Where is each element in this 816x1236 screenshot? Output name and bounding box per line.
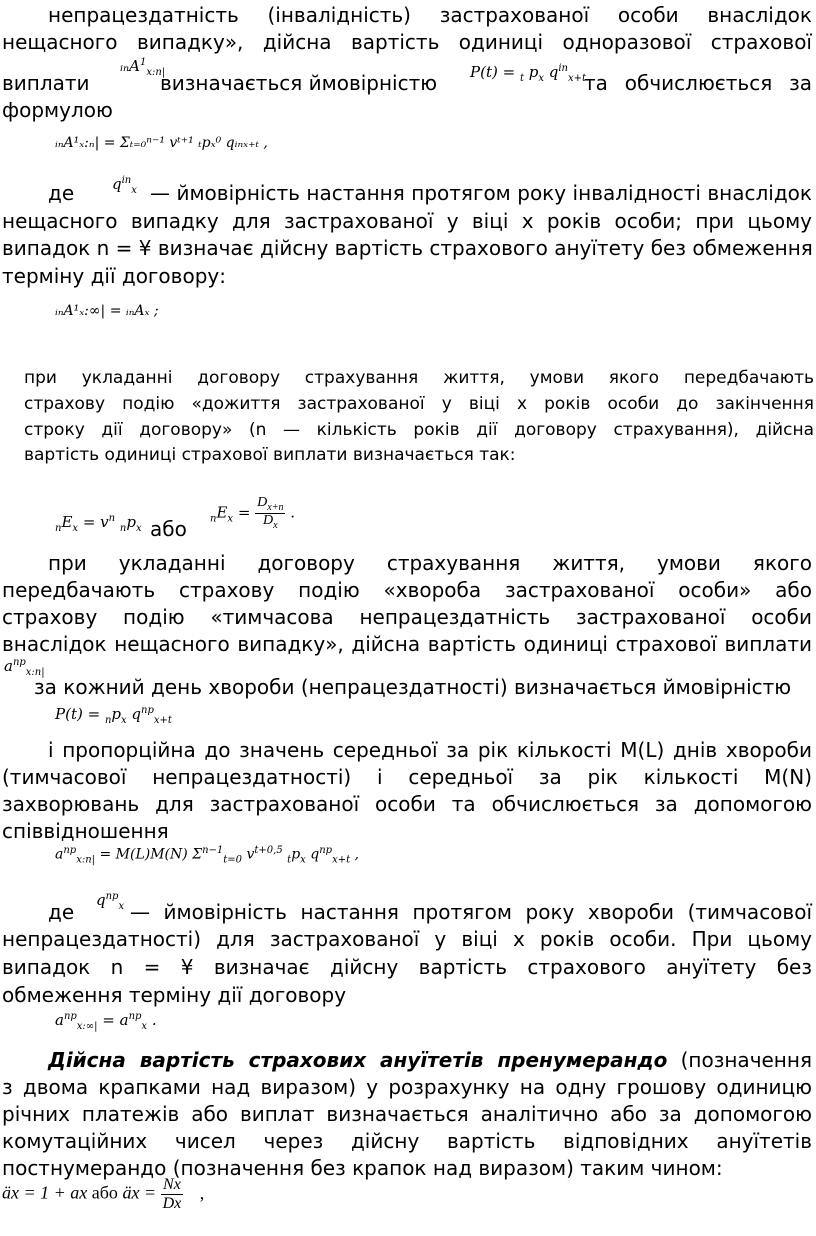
text-line: захворювань для застрахованої особи та обчислюється за допомогою [2, 792, 812, 816]
formula-annuity-unlimited: ᵢₙA¹ₓ:∞| = ᵢₙAₓ ; [55, 303, 159, 319]
text-line: Дійсна вартість страхових ануїтетів пренумерандо (позначення [48, 1048, 812, 1072]
formula-probability: P(t) = $_t$ $p_x$ $q^{in}_{x+t}$ [470, 63, 587, 84]
text-line: виплати [2, 71, 90, 95]
formula-a-np: $a^{np}_{x:n|}$ [4, 657, 45, 678]
formula-pure-endowment-commutation: $_nE_x$ = $\frac{D_{x+n}}{D_x}$ . [210, 495, 296, 531]
formula-annuity-sickness: $a^{np}_{x:n|} = M(L)M(N)$ $\Sigma^{n-1}_{t=0}$ $v^{t+0,5}$ $_tp_x$ $q^{np}_{x+t}$ , [55, 845, 360, 866]
text-line: і пропорційна до значень середньої за рік кількості M(L) днів хвороби [48, 738, 812, 762]
text-line: випадок n = ¥ визначає дійсну вартість страхового ануїтету без обмеження [2, 236, 813, 260]
formula-annuity-np-unlimited: $a^{np}_{x:\infty|} = a^{np}_x$ . [55, 1011, 157, 1032]
text-line: де [48, 900, 75, 924]
formula-probability-np: $P(t) = _np_x$ $q^{np}_{x+t}$ [55, 705, 172, 726]
text-line: визначається ймовірністю [160, 71, 438, 95]
text-line: обмеження терміну дії договору [2, 983, 347, 1007]
text-line: за кожний день хвороби (непрацездатності) визначається ймовірністю [34, 675, 792, 699]
text-line: з двома крапками над виразом) у розрахунку на одну грошову одиницю [2, 1075, 812, 1099]
text-line: нещасного випадку для застрахованої у віці x років особи; при цьому [2, 209, 812, 233]
text-line: терміну дії договору: [2, 264, 226, 288]
text-line: або [150, 517, 187, 541]
text-line: страхову подію «дожиття застрахованої у віці x років особи до закінчення [24, 394, 814, 414]
text-line: співвідношення [2, 819, 169, 843]
text-line: де [48, 181, 75, 205]
text-line: формулою [2, 98, 113, 122]
text-line: постнумерандо (позначення без крапок над виразом) таким чином: [2, 1156, 723, 1180]
text-line: передбачають страхову подію «хвороба застрахованої особи» або [2, 578, 812, 602]
formula-q-np: $q^{np}_x$ [96, 891, 125, 912]
formula-pure-endowment: $_nE_x = v^n$ $_np_x$ [55, 513, 142, 534]
text-line: — ймовірність настання протягом року інвалідності внаслідок [150, 181, 812, 205]
formula-prenumerando: äx = 1 + ax або äx = $\frac{Nx}{Dx}$ , [2, 1176, 205, 1212]
text-line: страхову подію «тимчасова непрацездатність застрахованої особи [2, 605, 812, 629]
text-line: вартість одиниці страхової виплати визначається так: [24, 445, 516, 465]
text-line: строку дії договору» (n — кількість років дії договору страхування), дійсна [24, 420, 814, 440]
text-line: випадок n = ¥ визначає дійсну вартість страхового ануїтету без [2, 955, 812, 979]
text-line: (тимчасової непрацездатності) і середньої за рік кількості M(N) [2, 765, 812, 789]
text-line: внаслідок нещасного випадку», дійсна вартість одиниці страхової виплати [2, 632, 812, 656]
text-line: непрацездатності) для застрахованої у віці x років особи. При цьому [2, 927, 812, 951]
text-line: річних платежів або виплат визначається аналітично або за допомогою [2, 1102, 812, 1126]
text-line: та обчислюється за [584, 71, 812, 95]
text-line: непрацездатність (інвалідність) застрахованої особи внаслідок [48, 3, 812, 27]
formula-annuity-disability: ᵢₙA¹ₓ:ₙ| = Σₜ₌₀ⁿ⁻¹ vᵗ⁺¹ ₜpₓ⁰ qᵢₙₓ₊ₜ , [55, 135, 268, 151]
text-line: при укладанні договору страхування життя, умови якого передбачають [24, 368, 814, 388]
text-line: при укладанні договору страхування життя, умови якого [48, 551, 812, 575]
formula-q-in: $q^{in}_x$ [112, 175, 137, 196]
text-line: — ймовірність настання протягом року хвороби (тимчасової [130, 900, 812, 924]
text-line: комутаційних чисел через дійсну вартість відповідних ануїтетів [2, 1129, 812, 1153]
text-line: нещасного випадку», дійсна вартість одиниці одноразової страхової [2, 30, 812, 54]
formula-a1: ᵢₙA$^1_{x:n|}$ [120, 57, 166, 78]
